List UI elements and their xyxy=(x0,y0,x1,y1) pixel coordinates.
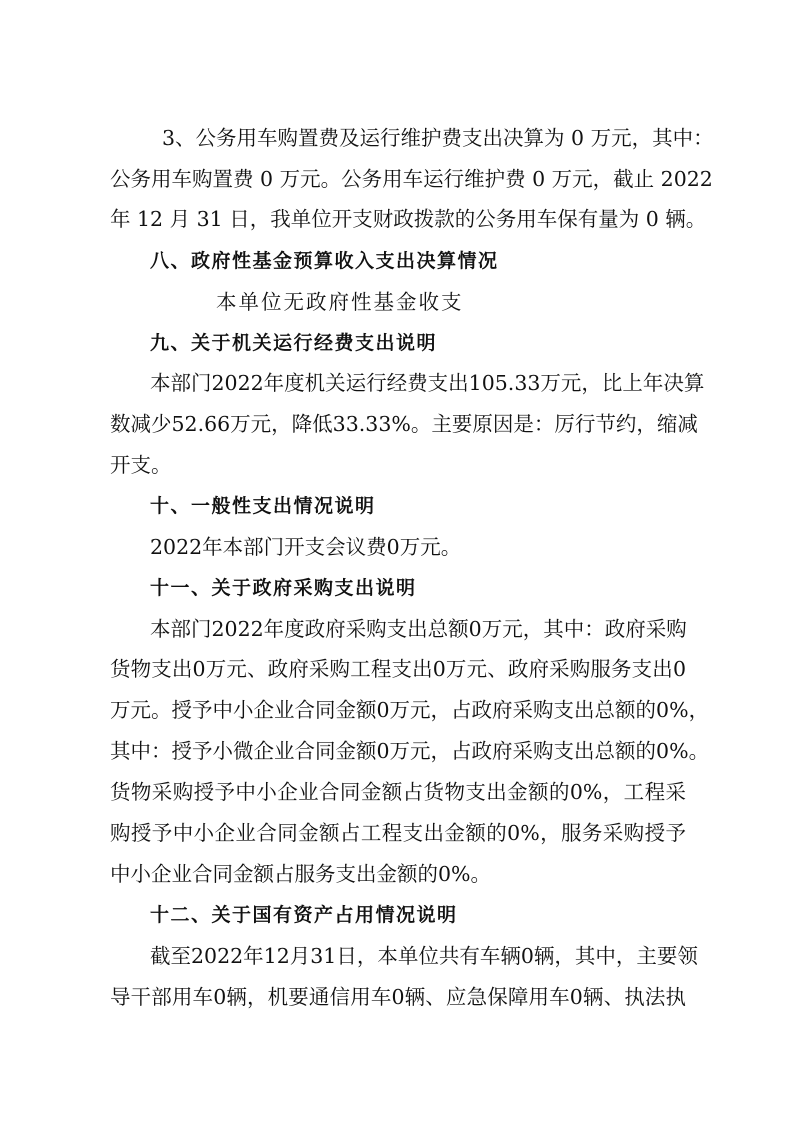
paragraph-line: 公务用车购置费 0 万元。公务用车运行维护费 0 万元，截止 2022 xyxy=(110,167,713,191)
paragraph-line: 2022年本部门开支会议费0万元。 xyxy=(150,535,462,559)
paragraph-line: 本部门2022年度机关运行经费支出105.33万元，比上年决算 xyxy=(150,371,705,395)
paragraph-line: 3、公务用车购置费及运行维护费支出决算为 0 万元，其中： xyxy=(162,126,714,150)
paragraph-line: 购授予中小企业合同金额占工程支出金额的0%，服务采购授予 xyxy=(110,821,686,845)
paragraph-line: 中小企业合同金额占服务支出金额的0%。 xyxy=(110,862,492,886)
section-heading-12: 十二、关于国有资产占用情况说明 xyxy=(150,904,458,926)
paragraph-line: 货物支出0万元、政府采购工程支出0万元、政府采购服务支出0 xyxy=(110,657,686,681)
section-heading-9: 九、关于机关运行经费支出说明 xyxy=(150,332,438,354)
paragraph-line: 货物采购授予中小企业合同金额占货物支出金额的0%，工程采 xyxy=(110,780,686,804)
section-heading-11: 十一、关于政府采购支出说明 xyxy=(150,577,417,599)
paragraph-line: 导干部用车0辆，机要通信用车0辆、应急保障用车0辆、执法执 xyxy=(110,985,686,1009)
paragraph-line: 本部门2022年度政府采购支出总额0万元，其中：政府采购 xyxy=(150,617,687,641)
paragraph-line: 数减少52.66万元，降低33.33%。主要原因是：厉行节约，缩减 xyxy=(110,412,698,436)
section-heading-8: 八、政府性基金预算收入支出决算情况 xyxy=(150,250,499,272)
paragraph-line: 开支。 xyxy=(110,453,172,477)
paragraph-line: 万元。授予中小企业合同金额0万元，占政府采购支出总额的0%， xyxy=(110,698,710,722)
section-heading-10: 十、一般性支出情况说明 xyxy=(150,495,376,517)
paragraph-line: 本单位无政府性基金收支 xyxy=(216,290,464,314)
paragraph-line: 截至2022年12月31日，本单位共有车辆0辆，其中，主要领 xyxy=(150,944,698,968)
paragraph-line: 其中：授予小微企业合同金额0万元，占政府采购支出总额的0%。 xyxy=(110,739,710,763)
paragraph-line: 年 12 月 31 日，我单位开支财政拨款的公务用车保有量为 0 辆。 xyxy=(110,207,707,231)
